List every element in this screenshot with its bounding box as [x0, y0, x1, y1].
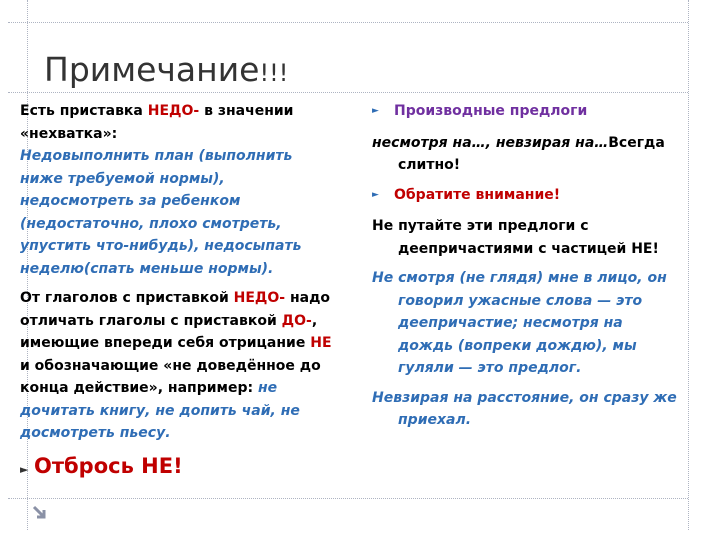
bullet-attention: [372, 184, 677, 209]
title-guide-line: [8, 92, 688, 93]
left-paragraph-1: [20, 100, 340, 145]
attention-heading: Обратите внимание!: [394, 186, 561, 203]
prepositions-examples: несмотря на…, невзирая на…: [372, 134, 609, 151]
p2-examples: не дочитать книгу, не допить чай, не досмотреть пьесу.: [20, 380, 300, 441]
p1-intro-text: Есть приставка: [20, 103, 148, 119]
always-together-text: Всегда слитно!: [398, 134, 665, 173]
bullet-arrow-icon: ►: [372, 106, 379, 116]
slide-title-text: Примечание: [44, 50, 260, 89]
prefix-do: ДО-: [281, 312, 312, 329]
p2-text-b: надо отличать глаголы с приставкой: [20, 290, 331, 329]
bullet-drop-ne: [20, 455, 340, 482]
bullet-drop-ne-text: Отбрось НЕ!: [34, 453, 183, 478]
p1-rest-text: в значении «нехватка»:: [20, 103, 294, 142]
nav-arrow-icon[interactable]: [31, 504, 47, 520]
right-paragraph-2: Не путайте эти предлоги с деепричастиями с частицей НЕ!: [372, 218, 659, 257]
right-paragraph-3: Не смотря (не глядя) мне в лицо, он говорил ужасные слова — это деепричастие; несмотря на дождь (вопреки дождю), мы гуляли — это предлог.: [372, 270, 667, 376]
left-examples-1: Недовыполнить план (выполнить ниже требуемой нормы), недосмотреть за ребенком (недостаточно, плохо смотреть, упустить что-нибудь), недосыпать неделю(спать меньше нормы).: [20, 148, 302, 277]
top-guide-line: [8, 22, 688, 23]
right-paragraph-4: Невзирая на расстояние, он сразу же приехал.: [372, 389, 677, 428]
right-column: [372, 100, 677, 432]
prefix-nedo: НЕДО-: [147, 103, 200, 119]
left-paragraph-2: [20, 287, 340, 445]
bullet-derived-prepositions: [372, 100, 677, 125]
left-column: [20, 100, 340, 481]
right-paragraph-1: [372, 132, 677, 177]
p2-text-d: и обозначающие «не доведённое до конца действие», например:: [20, 357, 321, 396]
slide-title: [44, 50, 288, 89]
slide-title-exclamation: !!!: [259, 59, 289, 87]
p2-text-c: , имеющие впереди себя отрицание: [20, 312, 318, 351]
bullet-arrow-icon: ►: [20, 462, 29, 476]
right-guide-line: [688, 0, 689, 530]
particle-ne: НЕ: [310, 335, 332, 351]
bullet-arrow-icon: ►: [372, 189, 379, 200]
bottom-guide-line: [8, 498, 688, 499]
p2-text-a: От глаголов с приставкой: [20, 290, 234, 306]
derived-prepositions-heading: Производные предлоги: [394, 103, 588, 119]
nav-arrow-svg: [31, 504, 47, 520]
prefix-nedo-2: НЕДО-: [233, 290, 286, 306]
